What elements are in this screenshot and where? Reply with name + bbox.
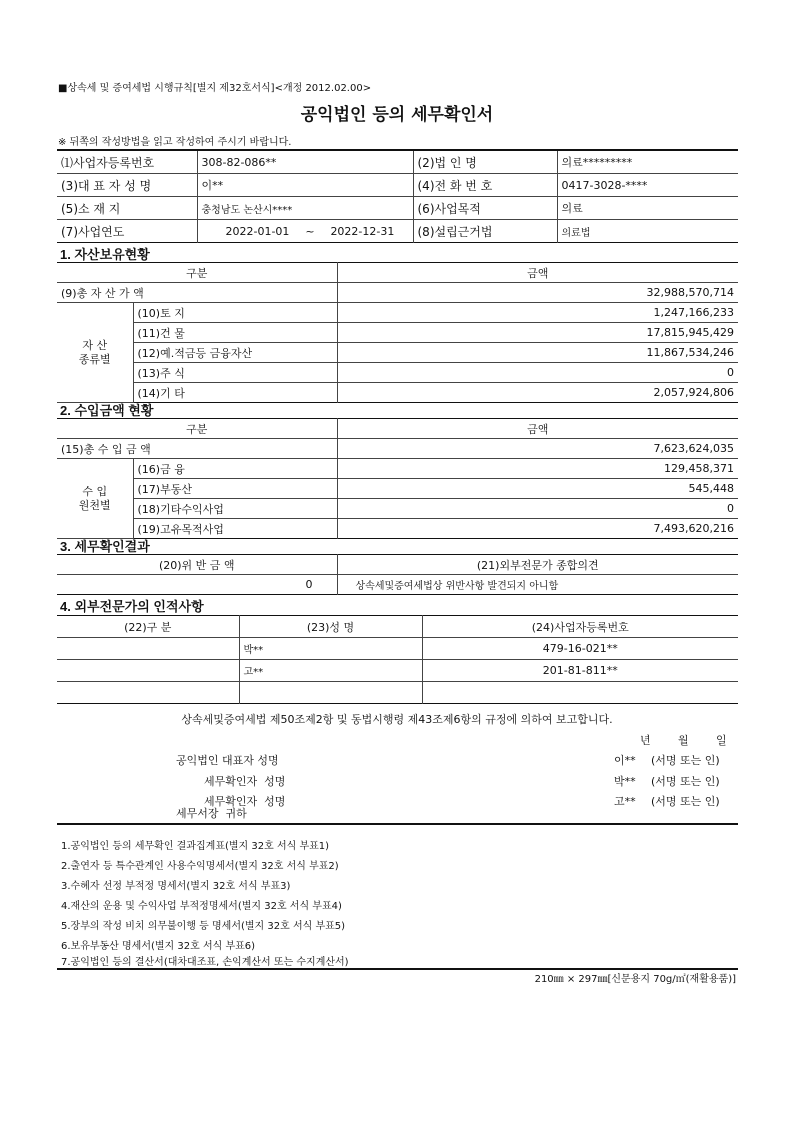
footer-paper-spec: 210㎜ × 297㎜[신문용지 70g/㎡(재활용품)] [534,974,736,985]
rep-label: (3)대 표 자 성 명 [57,174,197,197]
income-item-value: 7,493,620,216 [653,522,734,535]
income-item-label: (18)기타수익사업 [133,499,337,519]
date-year: 년 [640,734,651,747]
income-col-amount: 금액 [337,419,738,439]
opinion-value: 상속세및증여세법상 위반사항 발견되지 아니함 [355,581,559,592]
income-item-value: 129,458,371 [337,459,738,479]
expert-col-name: (23)성 명 [239,616,422,638]
expert-reg: 479-16-021** [422,638,738,660]
notice-text: ※ 뒤쪽의 작성방법을 읽고 작성하여 주시기 바랍니다. [58,137,292,148]
year-separator: ~ [305,224,315,238]
purpose-value: 의료 [557,197,738,220]
income-item-label: (17)부동산 [133,479,337,499]
signer-role: 세무확인자 성명 [204,795,286,808]
signer-role: 세무확인자 성명 [204,775,286,788]
income-item-label: (19)고유목적사업 [133,519,337,539]
phone-value: 0417-3028-**** [557,174,738,197]
signer-role: 공익법인 대표자 성명 [176,754,279,767]
result-table [57,554,738,595]
expert-gubun [57,660,239,682]
rep-value: 이** [197,174,413,197]
year-from: 2022-01-01 [225,224,290,238]
asset-item-value: 11,867,534,246 [337,343,738,363]
date-month: 월 [678,734,689,747]
asset-col-gubun: 구분 [57,263,337,283]
signer-name: 고** [614,795,636,808]
corp-name-label: (2)법 인 명 [413,150,557,174]
signature-placeholder[interactable]: (서명 또는 인) [651,795,720,808]
section-4-title: 4. 외부전문가의 인적사항 [60,599,204,614]
year-to: 2022-12-31 [330,224,395,238]
asset-col-amount: 금액 [337,263,738,283]
asset-item-label: (13)주 식 [133,363,337,383]
date-day: 일 [716,734,727,747]
section-2-title: 2. 수입금액 현황 [60,403,154,418]
expert-gubun [57,638,239,660]
asset-item-value: 0 [337,363,738,383]
attachment-item: 5.장부의 작성 비치 의무불이행 등 명세서(별지 32호 서식 부표5) [61,921,346,932]
year-label: (7)사업연도 [57,220,197,243]
section-1-title: 1. 자산보유현황 [60,247,150,262]
expert-gubun [57,682,239,704]
expert-table [57,615,738,704]
asset-total-value: 32,988,570,714 [337,283,738,303]
signer-name: 이** [614,754,636,767]
opinion-col: (21)외부전문가 종합의견 [337,555,738,575]
violation-value: 0 [57,575,337,595]
asset-item-value: 1,247,166,233 [337,303,738,323]
income-item-value: 0 [337,499,738,519]
expert-name [239,682,422,704]
asset-table [57,262,738,403]
attachment-item: 1.공익법인 등의 세무확인 결과집계표(별지 32호 서식 부표1) [61,841,330,852]
attachment-item: 2.출연자 등 특수관계인 사용수익명세서(별지 32호 서식 부표2) [61,861,339,872]
signer-name: 박** [614,775,636,788]
income-total-value: 7,623,624,035 [337,439,738,459]
expert-col-gubun: (22)구 분 [57,616,239,638]
asset-item-value: 17,815,945,429 [337,323,738,343]
signature-placeholder[interactable]: (서명 또는 인) [651,754,720,767]
income-col-gubun: 구분 [57,419,337,439]
addr-value: 충청남도 논산시**** [197,197,413,220]
attachment-item: 6.보유부동산 명세서(별지 32호 서식 부표6) [61,941,256,952]
income-group-label: 수 입 원천별 [57,459,133,539]
law-value: 의료법 [561,227,591,239]
income-table [57,418,738,539]
income-total-label: (15)총 수 입 금 액 [57,439,337,459]
violation-col: (20)위 반 금 액 [57,555,337,575]
attachments-box [57,823,738,970]
signature-placeholder[interactable]: (서명 또는 인) [651,775,720,788]
section-3-title: 3. 세무확인결과 [60,539,150,554]
expert-name: 고** [239,660,422,682]
expert-reg [422,682,738,704]
income-item-label: (16)금 융 [133,459,337,479]
expert-col-reg: (24)사업자등록번호 [422,616,738,638]
asset-item-label: (14)기 타 [133,383,337,403]
purpose-label: (6)사업목적 [413,197,557,220]
addr-label: (5)소 재 지 [57,197,197,220]
attachment-item: 4.재산의 운용 및 수익사업 부적정명세서(별지 32호 서식 부표4) [61,901,342,912]
page-title: 공익법인 등의 세무확인서 [300,105,494,125]
expert-reg: 201-81-811** [422,660,738,682]
report-statement: 상속세및증여세법 제50조제2항 및 동법시행령 제43조제6항의 규정에 의하여 보고합니다. [181,713,613,726]
recipient: 세무서장 귀하 [176,807,247,820]
reg-no-value: 308-82-086** [197,150,413,174]
corp-name-value: 의료********* [557,150,738,174]
asset-item-value: 2,057,924,806 [653,386,734,399]
asset-item-label: (11)건 물 [133,323,337,343]
asset-total-label: (9)총 자 산 가 액 [57,283,337,303]
basic-info-table [57,149,738,243]
law-label: (8)설립근거법 [413,220,557,243]
asset-item-label: (10)토 지 [133,303,337,323]
phone-label: (4)전 화 번 호 [413,174,557,197]
asset-group-label: 자 산 종류별 [57,303,133,403]
expert-name: 박** [239,638,422,660]
reg-no-label: ⑴사업자등록번호 [57,150,197,174]
income-item-value: 545,448 [337,479,738,499]
regulation-text: ■상속세 및 증여세법 시행규칙[별지 제32호서식]<개정 2012.02.00> [58,83,372,94]
asset-item-label: (12)예.적금등 금융자산 [133,343,337,363]
attachment-item: 3.수혜자 선정 부적정 명세서(별지 32호 서식 부표3) [61,881,291,892]
attachment-item: 7.공익법인 등의 결산서(대차대조표, 손익계산서 또는 수지계산서) [61,957,349,968]
